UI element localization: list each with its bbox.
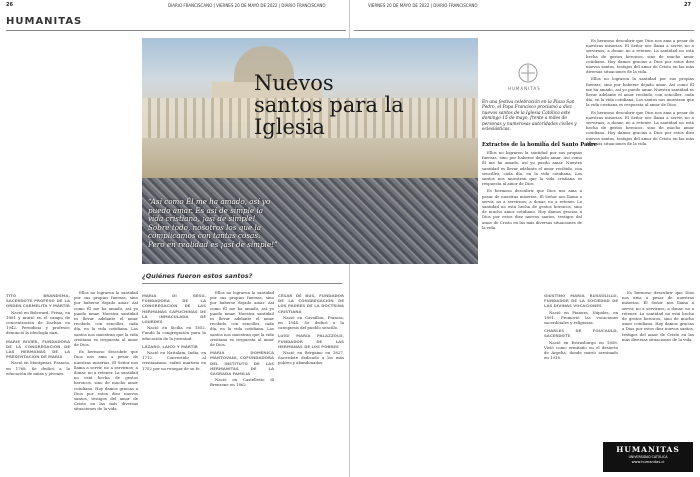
saint-heading: CHARLES DE FOUCAULD, SACERDOTE [544,328,618,339]
saint-text: Ellos no lograron la santidad por sus propias fuerzas, sino por haberse dejado amar. Así como Él me ha amado, así yo puedo amar. Nuestra santidad es llevar adelante el amor recibido, con sencillez, cada día, en la vida cotidiana. Los santos nos muestran que la vida cristiana es respuesta al amor de Dios. [210,290,274,348]
saints-column-4 [210,290,274,476]
ad-brand: HUMANITAS [616,445,680,454]
saint-heading: GIUSTINO MARIA RUSSOLILLO, FUNDADOR DE LA SOCIEDAD DE LAS DIVINAS VOCACIONES [544,293,618,309]
right-body-text: Es hermoso descubrir que Dios nos ama a pesar de nuestras miserias. El Señor nos llama a servir, no a servirnos; a donar, no a retener. La santidad no está hecha de gestos heroicos, sino de mucho amor cotidiano. Hoy damos gracias a Dios por estos diez nuevos santos, testigos del amor de Cristo en las más diversas situaciones de la vida. [586,38,694,75]
section-title: HUMANITAS [6,16,83,27]
saint-heading: MARIA DOMENICA MANTOVANI, COFUNDADORA DEL INSTITUTO DE LAS HERMANITAS DE LA SAGRADA FAMILIA [210,350,274,377]
homily-text: Es hermoso descubrir que Dios nos ama a pesar de nuestras miserias. El Señor nos llama a servir, no a servirnos; a donar, no a retener. La santidad no está hecha de gestos heroicos, sino de mucho amor cotidiano. Hoy damos gracias a Dios por estos diez nuevos santos, testigos del amor de Cristo en las más diversas situaciones de la vida. [482,188,582,230]
saint-text: Nació en Sicilia en 1852. Fundó la congregación para la educación de la juventud. [142,325,206,341]
who-rule [142,283,342,284]
right-body-text: Ellos no lograron la santidad por sus propias fuerzas, sino por haberse dejado amar. Así como Él me ha amado, así yo puedo amar. Nuestra santidad es llevar adelante el amor recibido, con sencillez, cada día, en la vida cotidiana. Los santos nos muestran que la vida cristiana es respuesta al amor de Dios. [586,76,694,108]
saint-text: Nació en Estrasburgo en 1858. Vivió como ermitaño en el desierto de Argelia, donde murió asesinado en 1916. [544,339,618,361]
saint-heading: LÁZARO, LAICO Y MÁRTIR [142,343,198,349]
humanitas-logo-icon [508,62,548,84]
header-rule [6,30,346,31]
humanitas-ad[interactable] [603,442,693,472]
homily-text: Ellos no lograron la santidad por sus propias fuerzas, sino por haberse dejado amar. Así como Él me ha amado, así yo puedo amar. Nuestra santidad es llevar adelante el amor recibido, con sencillez, cada día, en la vida cotidiana. Los santos nos muestran que la vida cristiana es respuesta al amor de Dios. [482,150,582,187]
saint-text: Es hermoso descubrir que Dios nos ama a pesar de nuestras miserias. El Señor nos llama a servir, no a servirnos; a donar, no a retener. La santidad no está hecha de gestos heroicos, sino de mucho amor cotidiano. Hoy damos gracias a Dios por estos diez nuevos santos, testigos del amor de Cristo en las más diversas situaciones de la vida. [74,349,138,412]
saint-text: Nació en Castelletto di Brenzone en 1862. [210,377,274,388]
who-heading: ¿Quiénes fueron estos santos? [142,272,253,280]
saint-heading: MARIA DI GESÙ, FUNDADORA DE LA CONGREGACIÓN DE LAS HERMANAS CAPUCHINAS DE LA INMACULADA DE LOURDES [142,293,206,325]
right-page-number: 27 [684,2,691,8]
saints-column-2 [74,290,138,476]
saint-text: Nació en Cavaillon, Francia, en 1544. Se dedicó a la catequesis del pueblo sencillo. [278,314,344,331]
deck-text: En una festiva celebración en la Plaza San Pedro, el Papa Francisco proclamó a diez nuevos santos de la Iglesia Católica este domingo 15 de mayo, frente a miles de personas y numerosas autoridades civiles y eclesiásticas. [482,100,577,133]
ad-website[interactable]: www.humanitas.cl [631,460,665,464]
saint-text: Ellos no lograron la santidad por sus propias fuerzas, sino por haberse dejado amar. Así como Él me ha amado, así yo puedo amar. Nuestra santidad es llevar adelante el amor recibido, con sencillez, cada día, en la vida cotidiana. Los santos nos muestran que la vida cristiana es respuesta al amor de Dios. [74,290,138,348]
left-page-number: 26 [6,2,13,8]
headline: Nuevos santos para la Iglesia [254,71,404,139]
saints-column-3 [142,290,206,476]
right-saints-column-2 [622,290,694,440]
homily-heading: Extractos de la homilía del Santo Padre [482,142,597,148]
saint-text: Nació en Montpezat, Francia, en 1768. Se dedicó a la educación de niñas y jóvenes. [6,360,70,376]
saints-column-5 [278,290,344,476]
right-header-rule [354,30,694,31]
saint-heading: CÉSAR DE BUS, FUNDADOR DE LA CONGREGACIÓN DE LOS PADRES DE LA DOCTRINA CRISTIANA [278,293,344,314]
saint-heading: LUIGI MARIA PALAZZOLO, FUNDADOR DE LAS HERMANAS DE LOS POBRES [278,333,344,349]
saint-text: Nació en Nattalam, India, en 1712. Convertido al cristianismo, sufrió martirio en 1752 por no renegar de su fe. [142,350,206,371]
saint-text: Nació en Bérgamo en 1827. Sacerdote dedicado a los más pobres y abandonados. [278,350,344,366]
homily-column [482,150,582,262]
ad-line: UNIVERSIDAD CATÓLICA [628,455,668,459]
photo-quote: “Así como Él me ha amado, así yo puedo amar. Es así de simple la vida cristiana, ¡así de simple! Sobre todo, nosotros los que la complicamos con tantas cosas. Pero en realidad es ¡así de simple!” [148,197,278,249]
saint-heading: MARIE RIVIER, FUNDADORA DE LA CONGREGACIÓN DE LAS HERMANAS DE LA PRESENTACIÓN DE MARÍA [6,338,70,360]
right-body-text: Es hermoso descubrir que Dios nos ama a pesar de nuestras miserias. El Señor nos llama a servir, no a servirnos; a donar, no a retener. La santidad no está hecha de gestos heroicos, sino de mucho amor cotidiano. Hoy damos gracias a Dios por estos diez nuevos santos, testigos del amor de Cristo en las más diversas situaciones de la vida. [586,109,694,146]
saint-text: Es hermoso descubrir que Dios nos ama a pesar de nuestras miserias. El Señor nos llama a servir, no a servirnos; a donar, no a retener. La santidad no está hecha de gestos heroicos, sino de mucho amor cotidiano. Hoy damos gracias a Dios por estos diez nuevos santos, testigos del amor de Cristo en las más diversas situaciones de la vida. [622,290,694,342]
saint-heading: TITO BRANDSMA, SACERDOTE PROFESO DE LA ORDEN CARMELITA Y MÁRTIR [6,293,70,309]
right-running-header: VIERNES 20 DE MAYO DE 2022 | DIARIO FRANCISCANO [368,3,478,8]
saints-column-1 [6,290,70,476]
saint-text: Nació en Bolsward, Frisia, en 1881 y murió en el campo de concentración de Dachau en 1942. Periodista y profesor, denunció la ideología nazi. [6,309,70,336]
left-running-header: DIARIO FRANCISCANO | VIERNES 20 DE MAYO DE 2022 | DIARIO FRANCISCANO [168,3,326,8]
saint-text: Nació en Pianura, Nápoles, en 1891. Promovió las vocaciones sacerdotales y religiosas. [544,309,618,326]
logo-label: HUMANITAS [508,86,541,91]
